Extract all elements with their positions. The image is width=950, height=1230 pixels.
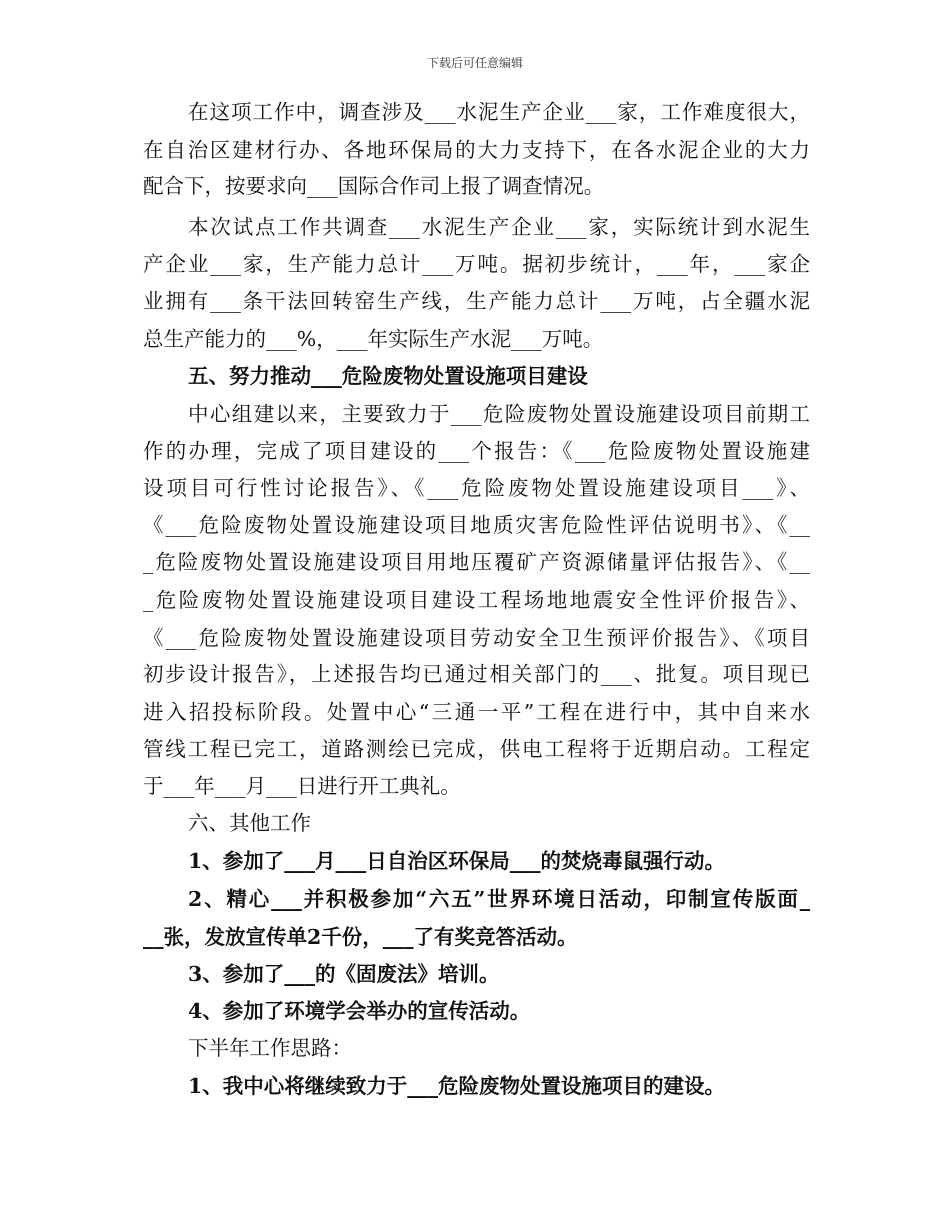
text-line: 六、其他工作 bbox=[188, 811, 311, 835]
text-line: 本次试点工作共调查___水泥生产企业___家，实际统计到水泥生 bbox=[188, 215, 810, 239]
text-line: 1、我中心将继续致力于___危险废物处置设施项目的建设。 bbox=[188, 1074, 726, 1098]
text-line: 4、参加了环境学会举办的宣传活动。 bbox=[188, 999, 531, 1023]
text-line: 初步设计报告》，上述报告均已通过相关部门的___、批复。项目现已 bbox=[143, 662, 810, 686]
text-line: 于___年___月___日进行开工典礼。 bbox=[143, 774, 461, 798]
text-line: 管线工程已完工，道路测绘已完成，供电工程将于近期启动。工程定 bbox=[143, 737, 810, 761]
text-line: 1、参加了___月___日自治区环保局___的焚烧毒鼠强行动。 bbox=[188, 849, 726, 873]
text-line: __张，发放宣传单2千份，___了有奖竞答活动。 bbox=[143, 925, 578, 949]
text-line: 2、精心___并积极参加“六五”世界环境日活动，印制宣传版面_ bbox=[188, 887, 810, 911]
text-line: 设项目可行性讨论报告》、《___危险废物处置设施建设项目___》、 bbox=[143, 476, 810, 500]
text-line: 产企业___家，生产能力总计___万吨。据初步统计，___年，___家企 bbox=[143, 252, 810, 276]
text-line: 五、努力推动___危险废物处置设施项目建设 bbox=[188, 364, 588, 388]
text-line: 业拥有___条干法回转窑生产线，生产能力总计___万吨，占全疆水泥 bbox=[143, 289, 810, 313]
text-line: 《___危险废物处置设施建设项目地质灾害危险性评估说明书》、《__ bbox=[143, 513, 810, 537]
text-line: _危险废物处置设施建设项目用地压覆矿产资源储量评估报告》、《__ bbox=[143, 550, 810, 574]
text-line: 在这项工作中，调查涉及___水泥生产企业___家，工作难度很大， bbox=[188, 100, 810, 124]
text-line: _危险废物处置设施建设项目建设工程场地地震安全性评价报告》、 bbox=[143, 588, 810, 612]
text-line: 配合下，按要求向___国际合作司上报了调查情况。 bbox=[143, 174, 605, 198]
text-line: 作的办理，完成了项目建设的___个报告：《___危险废物处置设施建 bbox=[143, 439, 810, 463]
text-line: 《___危险废物处置设施建设项目劳动安全卫生预评价报告》、《项目 bbox=[143, 626, 810, 650]
text-line: 3、参加了___的《固废法》培训。 bbox=[188, 962, 500, 986]
text-line: 在自治区建材行办、各地环保局的大力支持下，在各水泥企业的大力 bbox=[143, 138, 810, 162]
text-line: 进入招投标阶段。处置中心“三通一平”工程在进行中，其中自来水 bbox=[143, 700, 810, 724]
page-header: 下载后可任意编辑 bbox=[426, 56, 523, 70]
text-line: 下半年工作思路： bbox=[188, 1036, 352, 1060]
text-line: 总生产能力的___%，___年实际生产水泥___万吨。 bbox=[143, 327, 604, 351]
text-line: 中心组建以来，主要致力于___危险废物处置设施建设项目前期工 bbox=[188, 402, 810, 426]
